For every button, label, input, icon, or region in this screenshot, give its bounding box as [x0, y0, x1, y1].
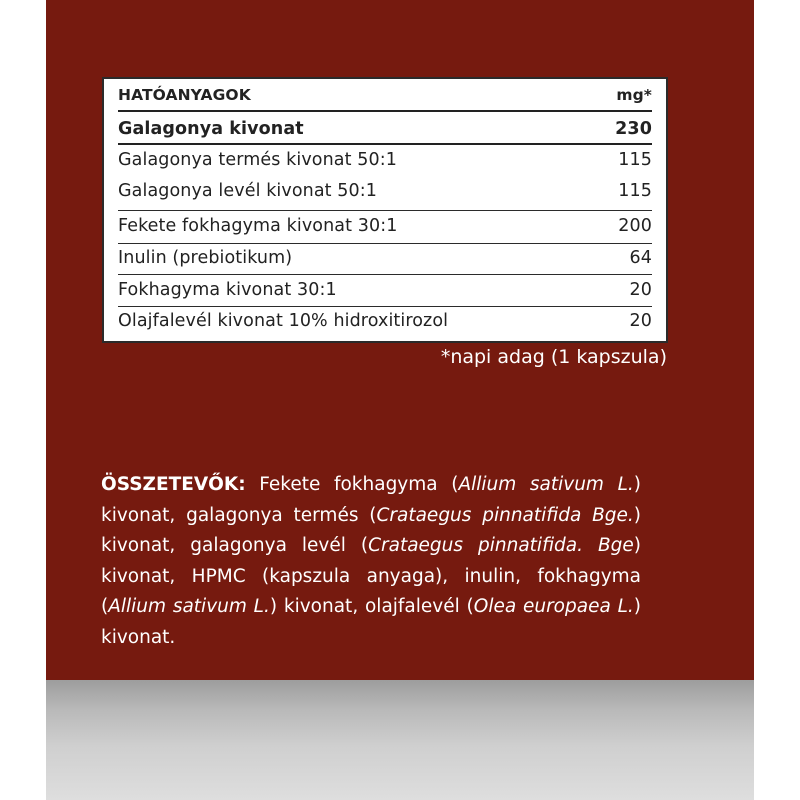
- table-row: [118, 280, 652, 300]
- row-name: Galagonya kivonat: [118, 119, 304, 139]
- ingredients-text: ) kivonat, HPMC (kapszula anyaga), inulin, fokhagyma (: [101, 535, 641, 617]
- row-divider: [118, 143, 652, 145]
- latin-name: Crataegus pinnatifida. Bge: [368, 535, 634, 556]
- row-name: Olajfalevél kivonat 10% hidroxitirozol: [118, 311, 449, 331]
- row-divider: [118, 306, 652, 307]
- active-ingredients-table: [102, 77, 668, 343]
- table-header: [118, 86, 652, 104]
- ingredients-text: ) kivonat, galagonya termés (: [101, 474, 641, 526]
- ingredients-paragraph: [101, 470, 641, 653]
- row-value: 20: [629, 280, 652, 300]
- latin-name: Allium sativum L.: [458, 474, 634, 495]
- row-name: Fokhagyma kivonat 30:1: [118, 280, 337, 300]
- row-value: 200: [618, 216, 652, 236]
- row-divider: [118, 243, 652, 244]
- header-label: HATÓANYAGOK: [118, 86, 251, 104]
- table-row: [118, 311, 652, 331]
- latin-name: Crataegus pinnatifida Bge.: [376, 504, 634, 526]
- row-name: Galagonya levél kivonat 50:1: [118, 181, 377, 201]
- serving-footnote: *napi adag (1 kapszula): [440, 346, 667, 368]
- ingredients-text: ) kivonat.: [101, 596, 641, 648]
- table-row: [118, 248, 652, 268]
- row-value: 20: [629, 311, 652, 331]
- header-unit: mg*: [616, 86, 652, 104]
- row-value: 64: [629, 248, 652, 268]
- row-name: Inulin (prebiotikum): [118, 248, 293, 268]
- ingredients-label: ÖSSZETEVŐK:: [101, 474, 246, 495]
- header-divider: [118, 110, 652, 112]
- ingredients-text: ) kivonat, galagonya levél (: [101, 504, 642, 556]
- table-row: [118, 119, 652, 139]
- latin-name: Allium sativum L.: [108, 596, 270, 617]
- row-divider: [118, 210, 652, 211]
- row-name: Fekete fokhagyma kivonat 30:1: [118, 216, 398, 236]
- latin-name: Olea europaea L.: [473, 596, 634, 617]
- table-row: [118, 216, 652, 236]
- row-value: 230: [615, 119, 652, 139]
- row-name: Galagonya termés kivonat 50:1: [118, 150, 397, 170]
- ingredients-text: ) kivonat, olajfalevél (: [269, 596, 474, 617]
- row-value: 115: [618, 150, 652, 170]
- row-value: 115: [618, 181, 652, 201]
- table-row: [118, 150, 652, 170]
- ingredients-text: Fekete fokhagyma (: [245, 474, 459, 495]
- metallic-band: [46, 680, 754, 800]
- row-divider: [118, 274, 652, 275]
- table-row: [118, 181, 652, 201]
